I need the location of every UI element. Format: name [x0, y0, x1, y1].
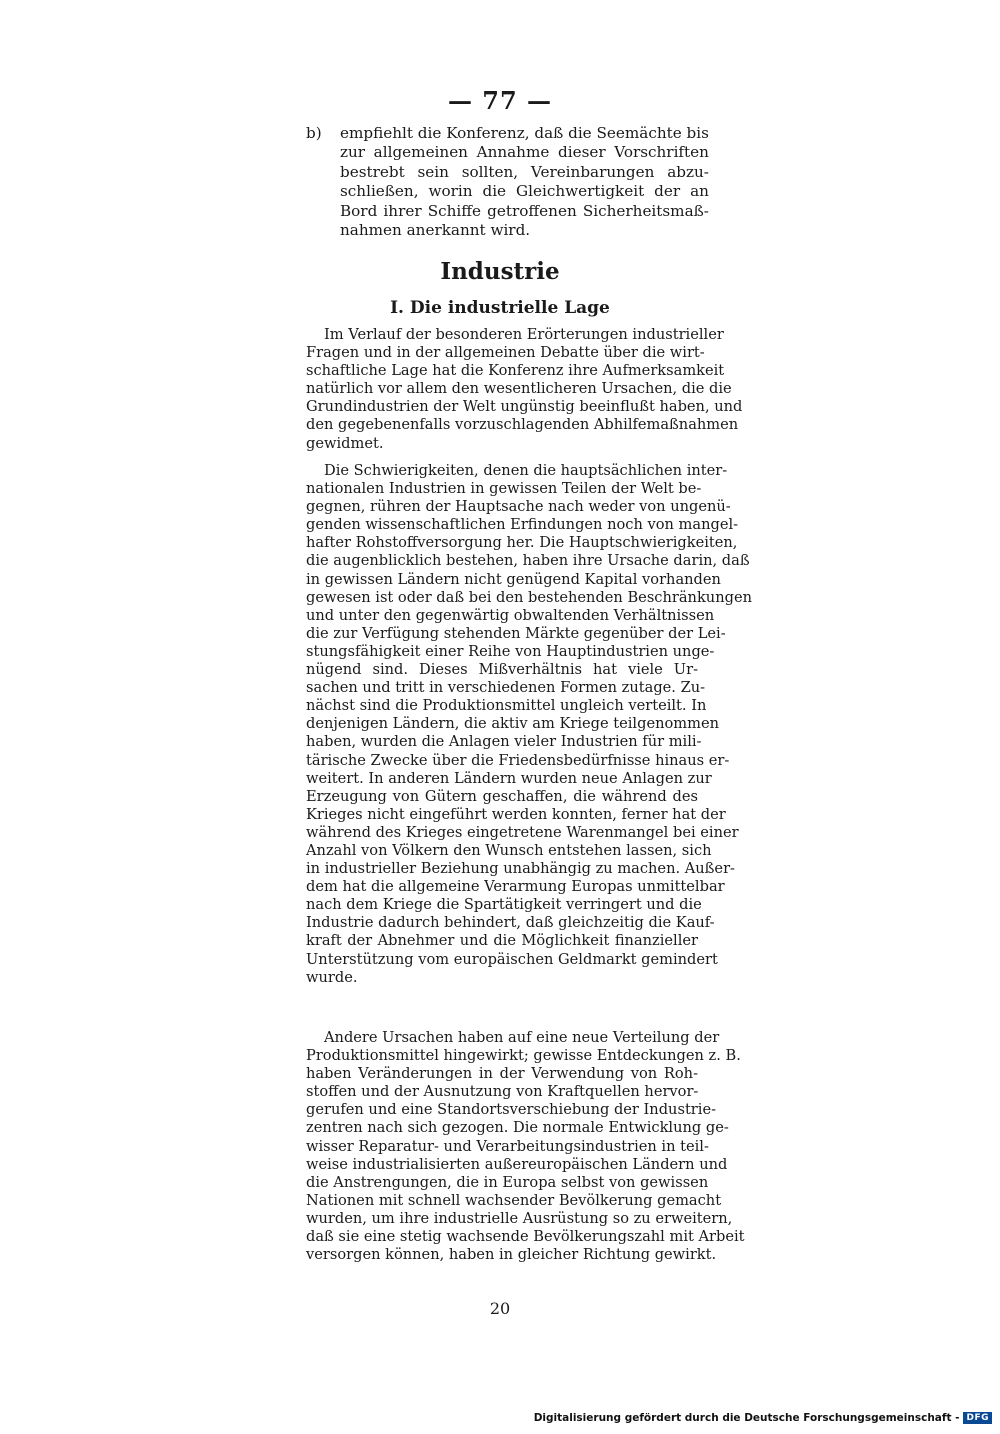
text-line: weise industrialisierten außereuropäischen Ländern und	[306, 1155, 728, 1173]
text-line: die augenblicklich bestehen, haben ihre Ursache darin, daß	[306, 552, 750, 570]
text-line: tärische Zwecke über die Friedensbedürfnisse hinaus er-	[306, 751, 730, 769]
text-line: versorgen können, haben in gleicher Richtung gewirkt.	[306, 1246, 717, 1264]
text-line: die Anstrengungen, die in Europa selbst von gewissen	[306, 1173, 709, 1191]
text-line: nächst sind die Produktionsmittel ungleich verteilt. In	[306, 697, 707, 715]
digitization-note: Digitalisierung gefördert durch die Deutsche Forschungsgemeinschaft -	[533, 1412, 960, 1424]
text-line: kraft der Abnehmer und die Möglichkeit finanzieller	[306, 932, 698, 950]
text-line: Fragen und in der allgemeinen Debatte über die wirt-	[306, 344, 705, 362]
paragraph	[306, 462, 752, 987]
text-line: denjenigen Ländern, die aktiv am Kriege teilgenommen	[306, 715, 719, 733]
text-line: gewidmet.	[306, 434, 384, 452]
text-line: während des Krieges eingetretene Warenmangel bei einer	[306, 823, 739, 841]
text-line: Unterstützung vom europäischen Geldmarkt gemindert	[306, 950, 718, 968]
text-line: Anzahl von Völkern den Wunsch entstehen lassen, sich	[306, 841, 712, 859]
text-line: nationalen Industrien in gewissen Teilen der Welt be-	[306, 480, 702, 498]
text-line: in industrieller Beziehung unabhängig zu machen. Außer-	[306, 860, 735, 878]
text-line: wisser Reparatur- und Verarbeitungsindustrien in teil-	[306, 1137, 709, 1155]
text-line: genden wissenschaftlichen Erfindungen noch von mangel-	[306, 516, 739, 534]
text-line: zur allgemeinen Annahme dieser Vorschriften	[340, 143, 709, 162]
text-line: empfiehlt die Konferenz, daß die Seemächte bis	[340, 124, 709, 142]
text-line: dem hat die allgemeine Verarmung Europas unmittelbar	[306, 878, 725, 896]
text-line: nach dem Kriege die Spartätigkeit verringert und die	[306, 896, 702, 914]
text-line: und unter den gegenwärtig obwaltenden Verhältnissen	[306, 606, 715, 624]
text-line: nügend sind. Dieses Mißverhältnis hat viele Ur-	[306, 661, 698, 679]
text-line: Im Verlauf der besonderen Erörterungen industrieller	[324, 326, 724, 343]
section-subheading: I. Die industrielle Lage	[390, 298, 610, 318]
text-line: gerufen und eine Standortsverschiebung der Industrie-	[306, 1101, 717, 1119]
text-line: Nationen mit schnell wachsender Bevölkerung gemacht	[306, 1191, 722, 1209]
page-number-top: — 77 —	[447, 86, 553, 115]
text-line: zentren nach sich gezogen. Die normale Entwicklung ge-	[306, 1119, 729, 1137]
text-line: daß sie eine stetig wachsende Bevölkerungszahl mit Arbeit	[306, 1228, 745, 1246]
list-item-b	[306, 124, 709, 240]
text-line: sachen und tritt in verschiedenen Formen zutage. Zu-	[306, 679, 706, 697]
text-line: haben Veränderungen in der Verwendung von Roh-	[306, 1065, 698, 1083]
text-line: Krieges nicht eingeführt werden konnten, ferner hat der	[306, 805, 726, 823]
text-line: Andere Ursachen haben auf eine neue Verteilung der	[324, 1029, 720, 1046]
text-line: gewesen ist oder daß bei den bestehenden Beschränkungen	[306, 588, 752, 606]
list-marker: b)	[306, 124, 322, 142]
list-item-text	[340, 124, 709, 240]
paragraph	[306, 1029, 745, 1264]
text-line: Die Schwierigkeiten, denen die hauptsächlichen inter-	[324, 462, 728, 479]
text-line: Erzeugung von Gütern geschaffen, die während des	[306, 787, 698, 805]
text-line: schließen, worin die Gleichwertigkeit der an	[340, 182, 709, 201]
text-line: wurde.	[306, 968, 358, 986]
text-line: Industrie dadurch behindert, daß gleichzeitig die Kauf-	[306, 914, 715, 932]
text-line: in gewissen Ländern nicht genügend Kapital vorhanden	[306, 570, 721, 588]
text-line: Grundindustrien der Welt ungünstig beeinflußt haben, und	[306, 398, 743, 416]
text-line: natürlich vor allem den wesentlicheren Ursachen, die die	[306, 380, 732, 398]
text-line: die zur Verfügung stehenden Märkte gegenüber der Lei-	[306, 624, 726, 642]
text-line: nahmen anerkannt wird.	[340, 221, 531, 240]
text-line: wurden, um ihre industrielle Ausrüstung so zu erweitern,	[306, 1209, 733, 1227]
text-line: bestrebt sein sollten, Vereinbarungen abzu-	[340, 162, 709, 181]
dfg-logo: DFG	[963, 1412, 992, 1424]
text-line: stungsfähigkeit einer Reihe von Hauptindustrien unge-	[306, 642, 715, 660]
page-number-bottom: 20	[489, 1299, 511, 1318]
text-line: den gegebenenfalls vorzuschlagenden Abhilfemaßnahmen	[306, 416, 739, 434]
text-line: weitert. In anderen Ländern wurden neue Anlagen zur	[306, 769, 712, 787]
text-line: Produktionsmittel hingewirkt; gewisse Entdeckungen z. B.	[306, 1047, 741, 1065]
text-line: haben, wurden die Anlagen vieler Industrien für mili-	[306, 733, 702, 751]
text-line: Bord ihrer Schiffe getroffenen Sicherheitsmaß-	[340, 201, 709, 220]
text-line: hafter Rohstoffversorgung her. Die Hauptschwierigkeiten,	[306, 534, 738, 552]
paragraph	[306, 326, 743, 453]
text-line: schaftliche Lage hat die Konferenz ihre Aufmerksamkeit	[306, 362, 725, 380]
section-heading: Industrie	[440, 258, 560, 285]
digitization-footer	[534, 1410, 992, 1426]
text-line: stoffen und der Ausnutzung von Kraftquellen hervor-	[306, 1083, 699, 1101]
text-line: gegnen, rühren der Hauptsache nach weder von ungenü-	[306, 498, 731, 516]
